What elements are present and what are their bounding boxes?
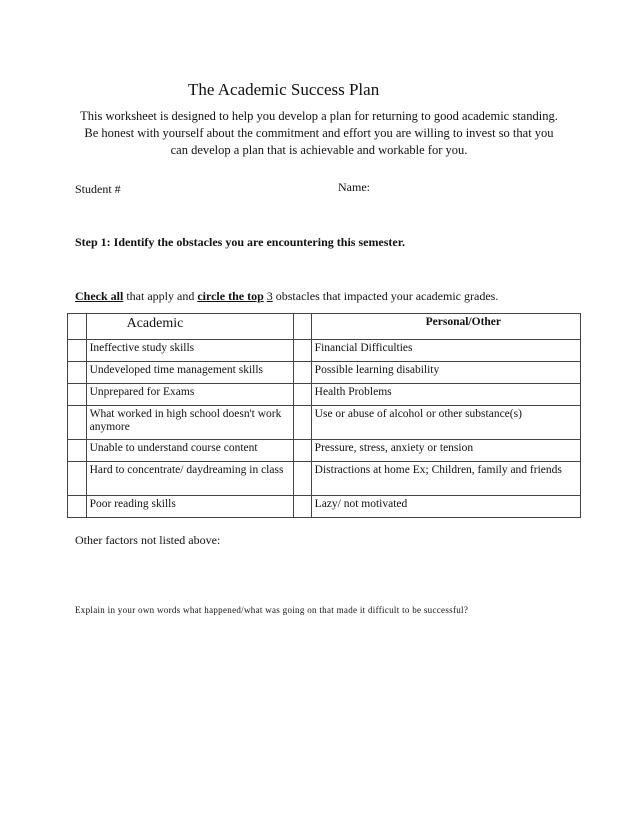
checkbox-cell[interactable] <box>293 462 311 496</box>
academic-obstacle: Poor reading skills <box>86 496 293 518</box>
personal-obstacle: Use or abuse of alcohol or other substance(s) <box>311 406 580 440</box>
intro-line-1: This worksheet is designed to help you develop a plan for returning to good academic standing. <box>80 109 558 123</box>
checkbox-cell[interactable] <box>68 384 87 406</box>
checkbox-cell[interactable] <box>68 440 87 462</box>
personal-obstacle: Distractions at home Ex; Children, family and friends <box>311 462 580 496</box>
personal-obstacle: Financial Difficulties <box>311 340 580 362</box>
header-checkbox-cell <box>293 314 311 340</box>
table-row <box>68 340 581 362</box>
checkbox-cell[interactable] <box>68 340 87 362</box>
academic-obstacle: What worked in high school doesn't work anymore <box>86 406 293 440</box>
personal-obstacle: Health Problems <box>311 384 580 406</box>
personal-obstacle: Possible learning disability <box>311 362 580 384</box>
top-count-text: 3 <box>266 289 273 303</box>
checkbox-cell[interactable] <box>68 462 87 496</box>
personal-obstacle: Pressure, stress, anxiety or tension <box>311 440 580 462</box>
instructions-part3: obstacles that impacted your academic grades. <box>272 289 499 303</box>
name-label: Name: <box>338 180 370 194</box>
checkbox-cell[interactable] <box>293 406 311 440</box>
intro-line-2: Be honest with yourself about the commitment and effort you are willing to invest so that you <box>84 126 554 140</box>
personal-header: Personal/Other <box>311 314 580 340</box>
academic-obstacle: Ineffective study skills <box>86 340 293 362</box>
checkbox-cell[interactable] <box>293 384 311 406</box>
academic-obstacle: Undeveloped time management skills <box>86 362 293 384</box>
academic-header: Academic <box>86 314 293 340</box>
document-title: The Academic Success Plan <box>188 80 380 99</box>
instructions-part2: that apply and <box>123 289 198 303</box>
academic-obstacle: Unprepared for Exams <box>86 384 293 406</box>
checkbox-cell[interactable] <box>293 340 311 362</box>
obstacles-table <box>67 313 581 518</box>
student-number-label: Student # <box>75 182 121 196</box>
checkbox-cell[interactable] <box>293 496 311 518</box>
checkbox-cell[interactable] <box>293 440 311 462</box>
academic-obstacle: Unable to understand course content <box>86 440 293 462</box>
table-row <box>68 496 581 518</box>
table-row <box>68 384 581 406</box>
table-header-row <box>68 314 581 340</box>
table-row <box>68 440 581 462</box>
checkbox-cell[interactable] <box>293 362 311 384</box>
header-checkbox-cell <box>68 314 87 340</box>
intro-line-3: can develop a plan that is achievable and workable for you. <box>170 143 468 157</box>
academic-obstacle: Hard to concentrate/ daydreaming in class <box>86 462 293 496</box>
intro-paragraph <box>66 108 572 159</box>
personal-obstacle: Lazy/ not motivated <box>311 496 580 518</box>
circle-top-text: circle the top <box>197 289 264 303</box>
other-factors-label: Other factors not listed above: <box>75 533 221 547</box>
checkbox-cell[interactable] <box>68 496 87 518</box>
table-row <box>68 406 581 440</box>
table-row <box>68 362 581 384</box>
explain-prompt: Explain in your own words what happened/what was going on that made it difficult to be successful? <box>75 605 469 615</box>
step1-heading: Step 1: Identify the obstacles you are encountering this semester. <box>75 235 405 249</box>
check-all-text: Check all <box>75 289 124 303</box>
instructions <box>75 289 498 304</box>
table-row <box>68 462 581 496</box>
checkbox-cell[interactable] <box>68 362 87 384</box>
checkbox-cell[interactable] <box>68 406 87 440</box>
